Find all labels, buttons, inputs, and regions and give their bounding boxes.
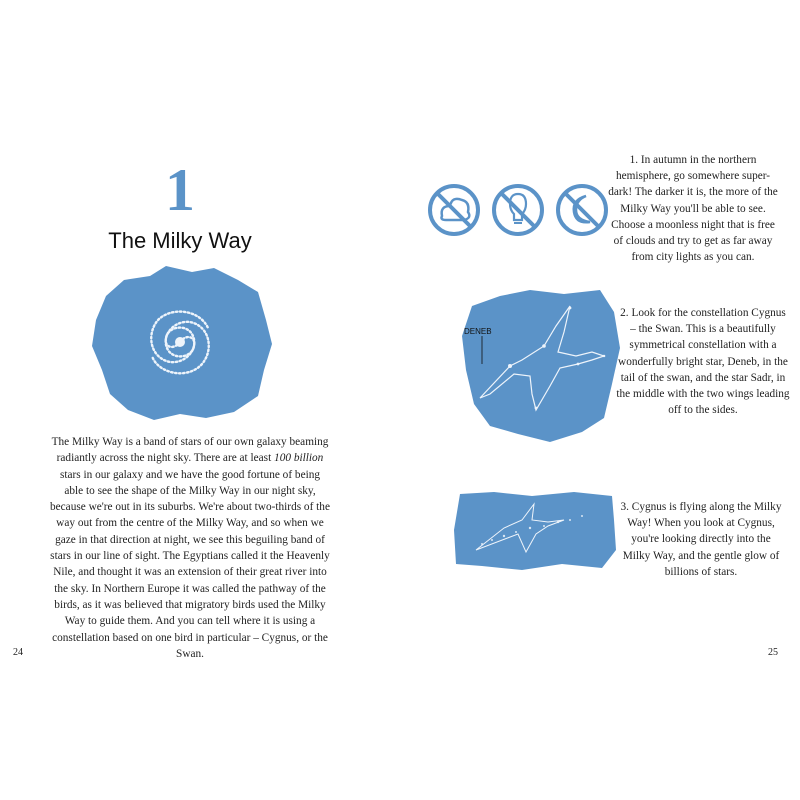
- page-number-left: 24: [13, 647, 23, 658]
- step-3-text: 3. Cygnus is flying along the Milky Way! When you look at Cygnus, you're looking directly into the Milky Way, and the gentle glow of billions of stars.: [620, 501, 782, 578]
- milky-way-background-blob: [454, 492, 616, 570]
- no-moon-icon: [558, 186, 606, 234]
- body-text: [50, 434, 330, 662]
- chapter-title: The Milky Way: [108, 228, 252, 253]
- body-text-part1: The Milky Way is a band of stars of our own galaxy beaming radiantly across the night sky. There are at least: [51, 436, 329, 465]
- cygnus-constellation-illustration: [460, 286, 620, 442]
- step-1-text: 1. In autumn in the northern hemisphere, go somewhere super-dark! The darker it is, the more of the Milky Way you'll be able to see. Choose a moonless night that is free of clouds and try to get as far away from city lights as you can.: [608, 154, 778, 264]
- milky-way-illustration: [452, 490, 616, 570]
- deneb-label: DENEB: [464, 327, 492, 336]
- page-number-right: 25: [768, 647, 778, 658]
- no-lights-icon: [494, 186, 542, 234]
- body-text-emphasis: 100 billion: [274, 452, 324, 465]
- prohibition-icons: [426, 174, 610, 244]
- body-text-part2: stars in our galaxy and we have the good fortune of being able to see the shape of the Milky Way in our night sky, because we're out in its suburbs. We're about two-thirds of the way out from the centre of the Milky Way, and so when we gaze in that direction at night, we see this beguiling band of stars in our line of sight. The Egyptians called it the Heavenly Nile, and thought it was an extension of their great river into the sky. In Northern Europe it was called the pathway of the birds, as it was believed that migratory birds used the Milky Way to guide them. And you can tell where it is using a constellation based on one bird in particular – Cygnus, or the Swan.: [50, 468, 330, 660]
- galaxy-illustration: [88, 262, 272, 420]
- no-clouds-icon: [430, 186, 478, 234]
- chapter-number: 1: [165, 157, 195, 223]
- cygnus-background-blob: [462, 290, 620, 442]
- step-2-text: 2. Look for the constellation Cygnus – the Swan. This is a beautifully symmetrical constellation with a wonderfully bright star, Deneb, in the tail of the swan, and the star Sadr, in the middle with the two wings leading off to the sides.: [616, 307, 790, 417]
